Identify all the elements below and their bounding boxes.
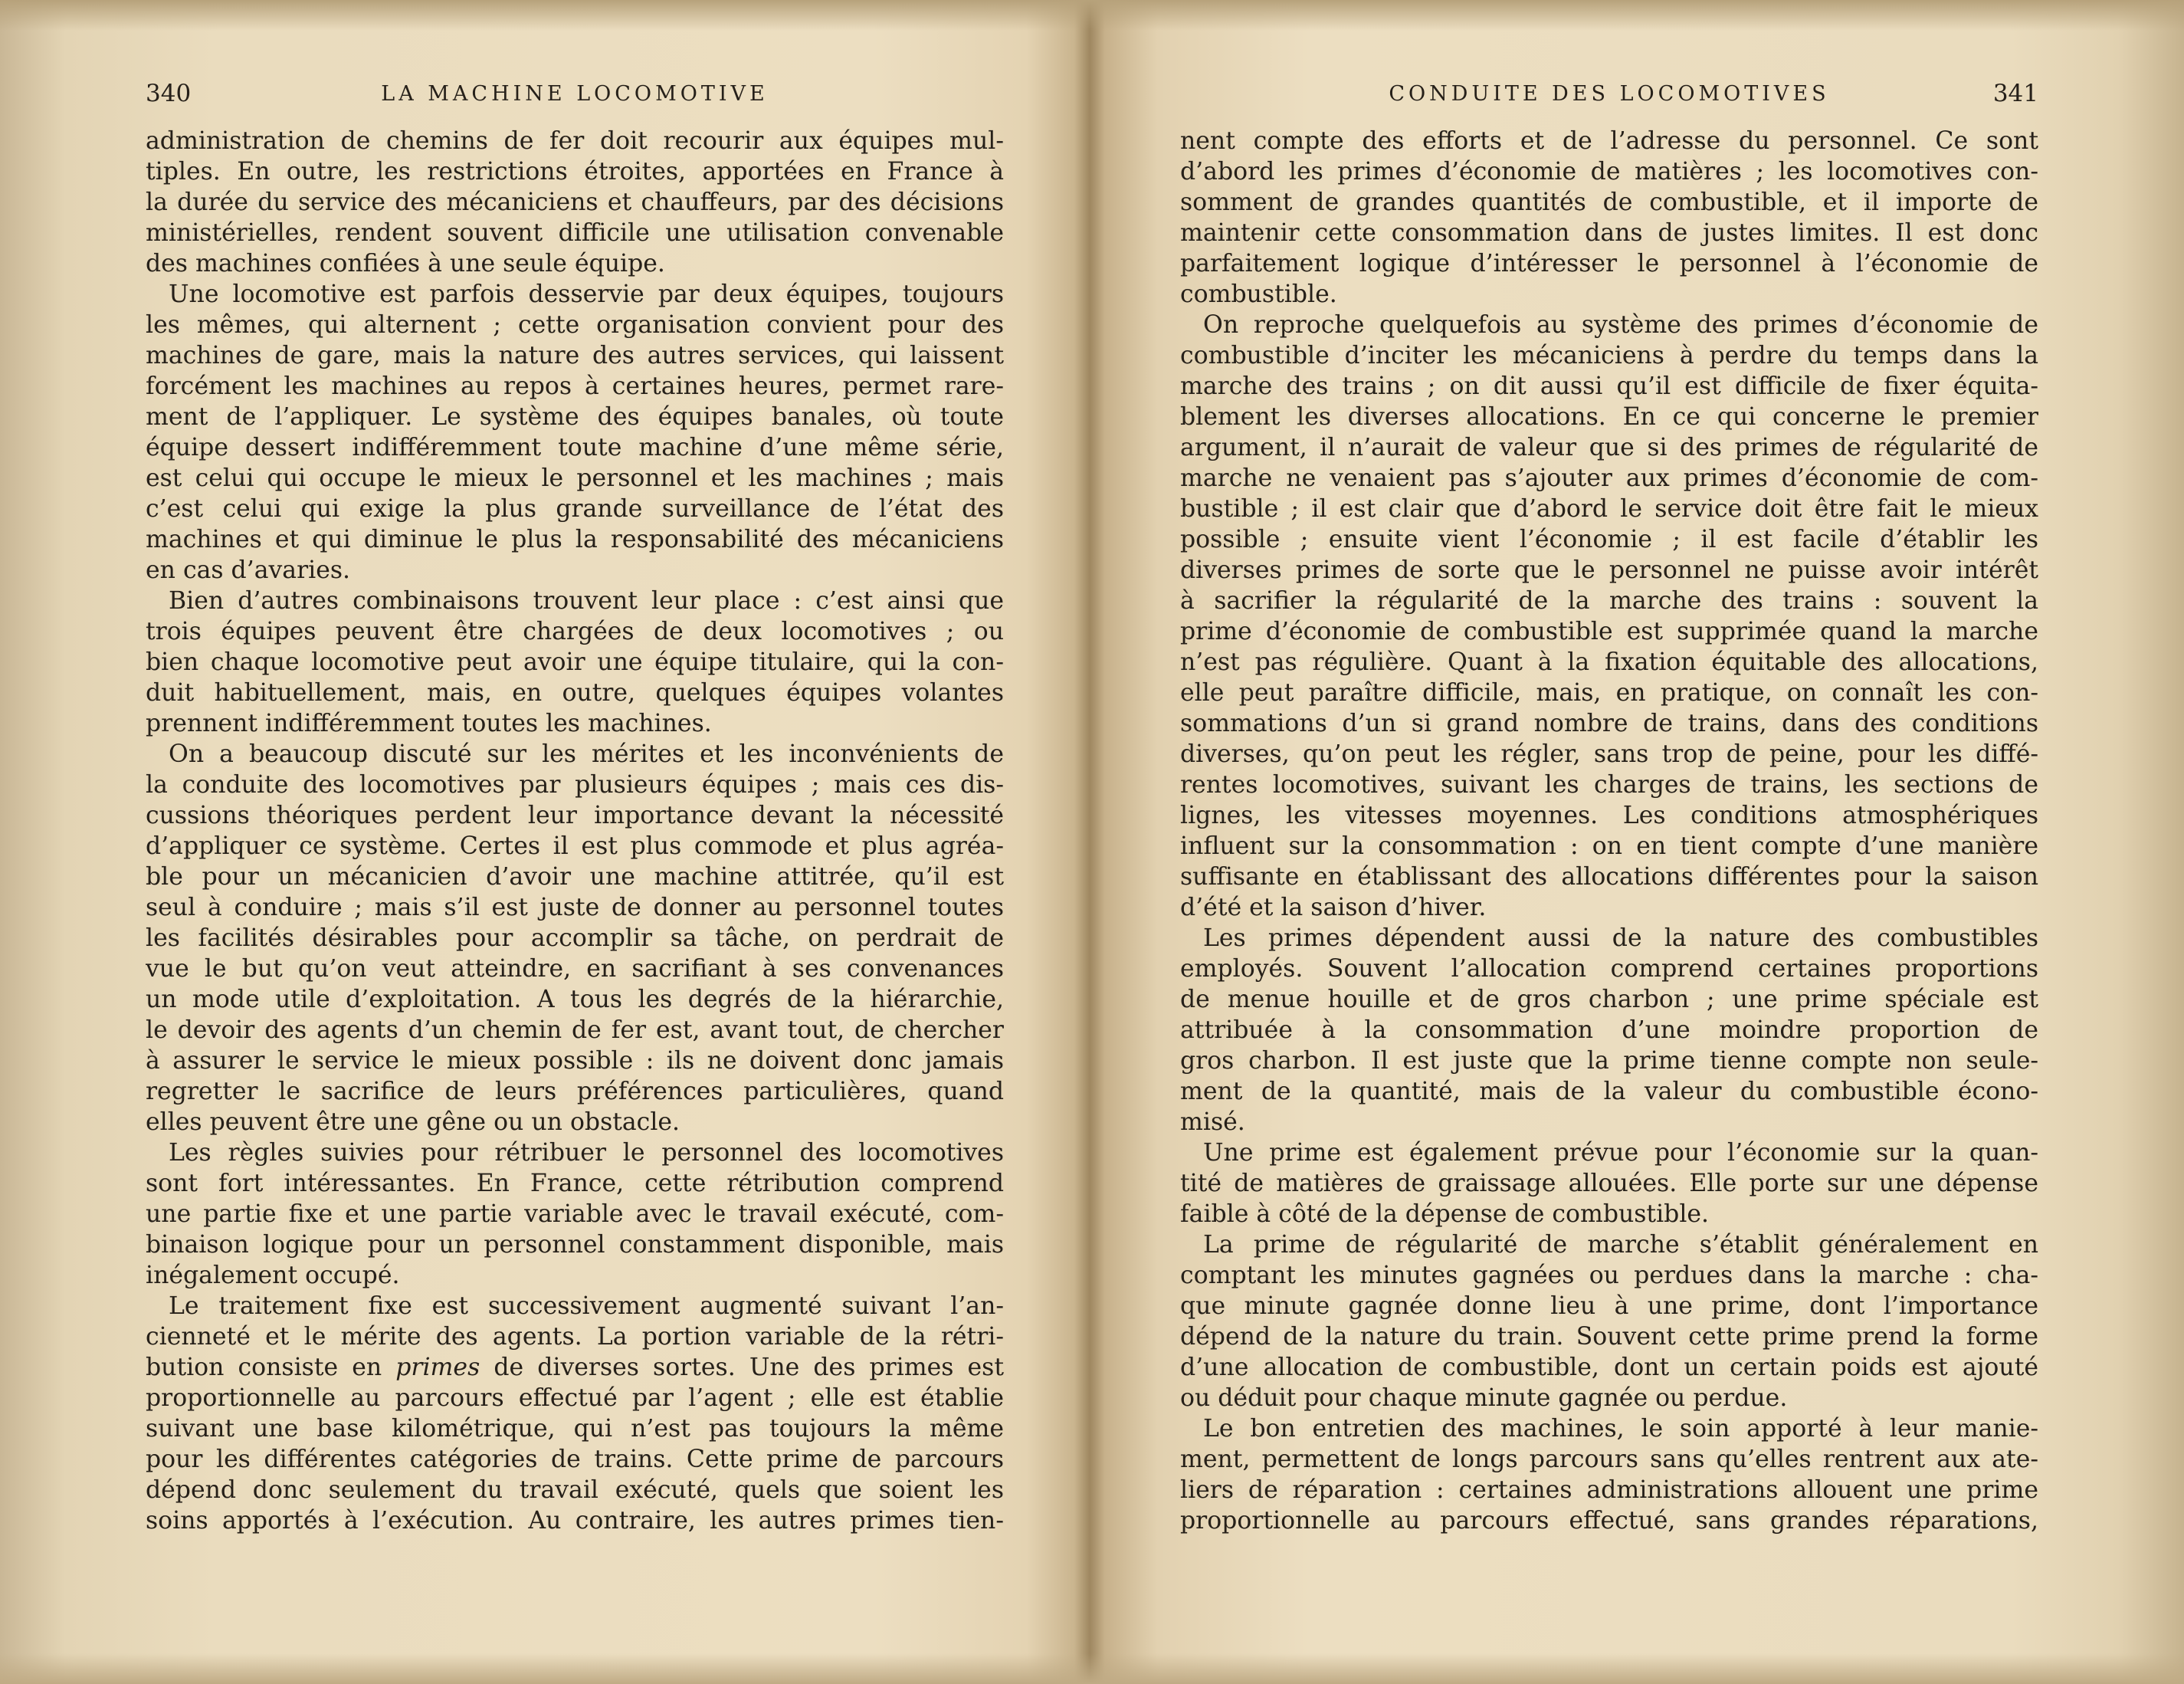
text-line: soins apportés à l’exécution. Au contraire, les autres primes tien- <box>146 1507 1004 1535</box>
text-line: une partie fixe et une partie variable avec le travail exécuté, com- <box>146 1200 1004 1228</box>
text-line: Le traitement fixe est successivement augmenté suivant l’an- <box>169 1292 1004 1320</box>
left-header-title: LA MACHINE LOCOMOTIVE <box>381 82 769 106</box>
left-body-text <box>146 126 1004 1536</box>
text-line: vue le but qu’on veut atteindre, en sacrifiant à ses convenances <box>146 955 1004 983</box>
text-line: rentes locomotives, suivant les charges de trains, les sections de <box>1180 771 2038 799</box>
left-running-head <box>146 80 1004 113</box>
text-line: tiples. En outre, les restrictions étroites, apportées en France à <box>146 158 1004 185</box>
text-line: marche des trains ; on dit aussi qu’il est difficile de fixer équita- <box>1180 373 2038 400</box>
text-line: d’été et la saison d’hiver. <box>1180 894 1487 921</box>
text-line: suivant une base kilométrique, qui n’est pas toujours la même <box>146 1415 1004 1443</box>
text-line: cussions théoriques perdent leur importance devant la nécessité <box>146 802 1004 829</box>
text-line: proportionnelle au parcours effectué par l’agent ; elle est établie <box>146 1384 1004 1412</box>
right-page <box>1180 0 2038 1684</box>
text-line: argument, il n’aurait de valeur que si des primes de régularité de <box>1180 434 2038 461</box>
text-line: employés. Souvent l’allocation comprend certaines proportions <box>1180 955 2038 983</box>
text-line: machines de gare, mais la nature des autres services, qui laissent <box>146 342 1004 369</box>
text-line: le devoir des agents d’un chemin de fer est, avant tout, de chercher <box>146 1016 1004 1044</box>
text-line: faible à côté de la dépense de combustible. <box>1180 1200 1710 1228</box>
text-line: liers de réparation : certaines administrations allouent une prime <box>1180 1476 2038 1504</box>
text-line: suffisante en établissant des allocations différentes pour la saison <box>1180 863 2038 891</box>
text-line: misé. <box>1180 1108 1245 1136</box>
text-line: la durée du service des mécaniciens et chauffeurs, par des décisions <box>146 189 1004 216</box>
text-line: possible ; ensuite vient l’économie ; il est facile d’établir les <box>1180 526 2038 553</box>
text-line: les facilités désirables pour accomplir sa tâche, on perdrait de <box>146 924 1004 952</box>
text-line: nent compte des efforts et de l’adresse du personnel. Ce sont <box>1180 127 2038 155</box>
text-line: regretter le sacrifice de leurs préférences particulières, quand <box>146 1078 1004 1105</box>
text-line: cienneté et le mérite des agents. La portion variable de la rétri- <box>146 1323 1004 1351</box>
text-line: binaison logique pour un personnel constamment disponible, mais <box>146 1231 1004 1259</box>
text-line: maintenir cette consommation dans de justes limites. Il est donc <box>1180 219 2038 247</box>
text-line: est celui qui occupe le mieux le personnel et les machines ; mais <box>146 464 1004 492</box>
left-page <box>146 0 1004 1684</box>
text-line: duit habituellement, mais, en outre, quelques équipes volantes <box>146 679 1004 707</box>
text-line: forcément les machines au repos à certaines heures, permet rare- <box>146 373 1004 400</box>
text-line: gros charbon. Il est juste que la prime tienne compte non seule- <box>1180 1047 2038 1075</box>
text-line: administration de chemins de fer doit recourir aux équipes mul- <box>146 127 1004 155</box>
text-line: lignes, les vitesses moyennes. Les conditions atmosphériques <box>1180 802 2038 829</box>
text-line: bustible ; il est clair que d’abord le service doit être fait le mieux <box>1180 495 2038 523</box>
text-line: n’est pas régulière. Quant à la fixation équitable des allocations, <box>1180 648 2038 676</box>
text-line: elles peuvent être une gêne ou un obstacle. <box>146 1108 680 1136</box>
text-line: des machines confiées à une seule équipe. <box>146 250 665 277</box>
text-line: un mode utile d’exploitation. A tous les degrés de la hiérarchie, <box>146 986 1004 1013</box>
text-line: Les règles suivies pour rétribuer le personnel des locomotives <box>169 1139 1004 1167</box>
text-line: combustible d’inciter les mécaniciens à perdre du temps dans la <box>1180 342 2038 369</box>
right-header-title: CONDUITE DES LOCOMOTIVES <box>1389 82 1830 106</box>
text-line: somment de grandes quantités de combustible, et il importe de <box>1180 189 2038 216</box>
text-line: diverses primes de sorte que le personnel ne puisse avoir intérêt <box>1180 556 2038 584</box>
text-line: ment de l’appliquer. Le système des équipes banales, où toute <box>146 403 1004 431</box>
text-line: diverses, qu’on peut les régler, sans trop de peine, pour les diffé- <box>1180 740 2038 768</box>
text-line: comptant les minutes gagnées ou perdues dans la marche : cha- <box>1180 1262 2038 1289</box>
right-body-text <box>1180 126 2038 1536</box>
text-line: On a beaucoup discuté sur les mérites et les inconvénients de <box>169 740 1004 768</box>
text-line: Les primes dépendent aussi de la nature des combustibles <box>1203 924 2038 952</box>
text-line: sommations d’un si grand nombre de trains, dans des conditions <box>1180 710 2038 737</box>
text-line: combustible. <box>1180 281 1337 308</box>
text-line: Une prime est également prévue pour l’économie sur la quan- <box>1203 1139 2038 1167</box>
text-line: Le bon entretien des machines, le soin apporté à leur manie- <box>1203 1415 2038 1443</box>
text-line: parfaitement logique d’intéresser le personnel à l’économie de <box>1180 250 2038 277</box>
left-page-number: 340 <box>146 80 192 107</box>
text-line: sont fort intéressantes. En France, cette rétribution comprend <box>146 1170 1004 1197</box>
text-line: ment, permettent de longs parcours sans qu’elles rentrent aux ate- <box>1180 1446 2038 1473</box>
text-line: machines et qui diminue le plus la responsabilité des mécaniciens <box>146 526 1004 553</box>
text-line: pour les différentes catégories de trains. Cette prime de parcours <box>146 1446 1004 1473</box>
text-line: équipe dessert indifféremment toute machine d’une même série, <box>146 434 1004 461</box>
text-line: dépend de la nature du train. Souvent cette prime prend la forme <box>1180 1323 2038 1351</box>
text-line: Bien d’autres combinaisons trouvent leur place : c’est ainsi que <box>169 587 1004 615</box>
text-line: seul à conduire ; mais s’il est juste de donner au personnel toutes <box>146 894 1004 921</box>
text-line: prime d’économie de combustible est supprimée quand la marche <box>1180 618 2038 645</box>
right-running-head <box>1180 80 2038 113</box>
text-line: On reproche quelquefois au système des primes d’économie de <box>1203 311 2038 339</box>
text-line: proportionnelle au parcours effectué, sans grandes réparations, <box>1180 1507 2038 1535</box>
text-line: influent sur la consommation : on en tient compte d’une manière <box>1180 832 2038 860</box>
text-line: ministérielles, rendent souvent difficile une utilisation convenable <box>146 219 1004 247</box>
text-line: d’abord les primes d’économie de matières ; les locomotives con- <box>1180 158 2038 185</box>
text-line: inégalement occupé. <box>146 1262 400 1289</box>
text-line: Une locomotive est parfois desservie par deux équipes, toujours <box>169 281 1004 308</box>
text-line: d’une allocation de combustible, dont un certain poids est ajouté <box>1180 1354 2038 1381</box>
text-line: bution consiste en primes de diverses sortes. Une des primes est <box>146 1354 1004 1381</box>
text-line: d’appliquer ce système. Certes il est plus commode et plus agréa- <box>146 832 1004 860</box>
text-line: prennent indifféremment toutes les machines. <box>146 710 712 737</box>
text-line: ment de la quantité, mais de la valeur du combustible écono- <box>1180 1078 2038 1105</box>
text-line: à assurer le service le mieux possible : ils ne doivent donc jamais <box>146 1047 1004 1075</box>
text-line: en cas d’avaries. <box>146 556 351 584</box>
text-line: dépend donc seulement du travail exécuté, quels que soient les <box>146 1476 1004 1504</box>
right-page-number: 341 <box>1992 80 2038 107</box>
text-line: la conduite des locomotives par plusieurs équipes ; mais ces dis- <box>146 771 1004 799</box>
text-line: les mêmes, qui alternent ; cette organisation convient pour des <box>146 311 1004 339</box>
text-line: ble pour un mécanicien d’avoir une machine attitrée, qu’il est <box>146 863 1004 891</box>
text-line: c’est celui qui exige la plus grande surveillance de l’état des <box>146 495 1004 523</box>
text-line: marche ne venaient pas s’ajouter aux primes d’économie de com- <box>1180 464 2038 492</box>
text-line: que minute gagnée donne lieu à une prime, dont l’importance <box>1180 1292 2038 1320</box>
text-line: bien chaque locomotive peut avoir une équipe titulaire, qui la con- <box>146 648 1004 676</box>
text-line: elle peut paraître difficile, mais, en pratique, on connaît les con- <box>1180 679 2038 707</box>
text-line: tité de matières de graissage allouées. Elle porte sur une dépense <box>1180 1170 2038 1197</box>
text-line: La prime de régularité de marche s’établit généralement en <box>1203 1231 2038 1259</box>
text-line: ou déduit pour chaque minute gagnée ou perdue. <box>1180 1384 1788 1412</box>
text-line: de menue houille et de gros charbon ; une prime spéciale est <box>1180 986 2038 1013</box>
text-line: trois équipes peuvent être chargées de deux locomotives ; ou <box>146 618 1004 645</box>
text-line: blement les diverses allocations. En ce qui concerne le premier <box>1180 403 2038 431</box>
text-line: à sacrifier la régularité de la marche des trains : souvent la <box>1180 587 2038 615</box>
text-line: attribuée à la consommation d’une moindre proportion de <box>1180 1016 2038 1044</box>
